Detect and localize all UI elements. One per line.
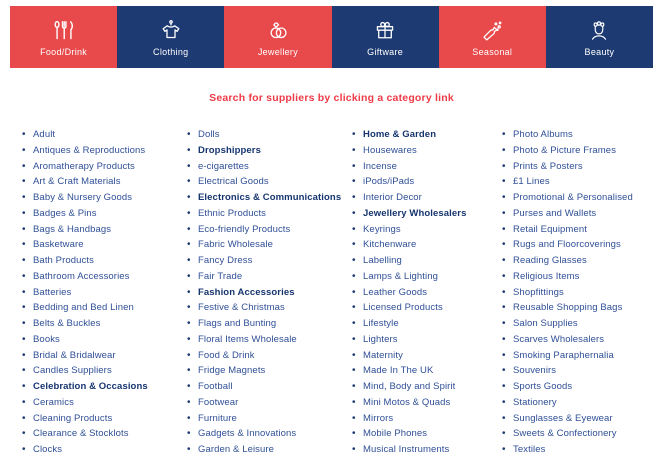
category-link[interactable]: Purses and Wallets <box>513 207 597 219</box>
category-list-item <box>22 266 187 282</box>
category-link[interactable]: Festive & Christmas <box>198 302 285 314</box>
category-list-item <box>352 376 502 392</box>
category-list-item <box>22 250 187 266</box>
category-list-item <box>502 408 655 424</box>
category-list-item <box>502 250 655 266</box>
category-link[interactable]: Cleaning Products <box>33 412 113 424</box>
category-list-item <box>502 376 655 392</box>
category-list-item <box>22 282 187 298</box>
category-link[interactable]: Bridal & Bridalwear <box>33 349 116 361</box>
category-list-item <box>187 282 352 298</box>
category-list-item <box>502 219 655 235</box>
category-list-item <box>22 392 187 408</box>
category-list-item <box>502 187 655 203</box>
category-link[interactable]: Basketware <box>33 239 84 251</box>
category-link[interactable]: Kitchenware <box>363 239 417 251</box>
category-list-item <box>22 203 187 219</box>
category-list-item <box>352 219 502 235</box>
category-link[interactable]: Aromatherapy Products <box>33 160 135 172</box>
category-list-item <box>22 171 187 187</box>
category-link[interactable]: Interior Decor <box>363 192 422 203</box>
category-list-item <box>187 408 352 424</box>
category-link[interactable]: Prints & Posters <box>513 160 583 172</box>
category-link[interactable]: Floral Items Wholesale <box>198 333 297 345</box>
category-list-item <box>187 203 352 219</box>
category-link[interactable]: e-cigarettes <box>198 160 249 172</box>
category-link[interactable]: Mini Motos & Quads <box>363 396 451 408</box>
category-link[interactable]: Celebration & Occasions <box>33 381 148 392</box>
category-link[interactable]: Clocks <box>33 444 63 455</box>
tab-label: Food/Drink <box>40 46 88 57</box>
category-link[interactable]: Electronics & Communications <box>198 192 342 203</box>
category-link[interactable]: Lamps & Lighting <box>363 270 439 282</box>
category-link[interactable]: £1 Lines <box>513 176 550 188</box>
category-link[interactable]: Photo & Picture Frames <box>513 144 617 156</box>
category-link[interactable]: Books <box>33 333 60 345</box>
category-link[interactable]: Jewellery Wholesalers <box>363 207 467 219</box>
category-link[interactable]: Garden & Leisure <box>198 444 275 455</box>
category-link[interactable]: Gadgets & Innovations <box>198 428 297 440</box>
category-link[interactable]: Textiles <box>513 444 546 455</box>
category-list-item <box>22 313 187 329</box>
category-list-item <box>187 250 352 266</box>
category-list-item <box>22 234 187 250</box>
category-link[interactable]: Lifestyle <box>363 318 399 329</box>
category-list-item <box>187 219 352 235</box>
category-list-item <box>352 282 502 298</box>
category-list-item <box>187 329 352 345</box>
category-link[interactable]: Furniture <box>198 412 237 424</box>
tab-label: Seasonal <box>472 46 513 57</box>
tab-seasonal[interactable] <box>439 6 546 68</box>
tab-clothing[interactable] <box>117 6 224 68</box>
category-link[interactable]: Rugs and Floorcoverings <box>513 239 621 251</box>
category-list-item <box>352 187 502 203</box>
page-title: Search for suppliers by clicking a category link <box>209 92 454 104</box>
category-list-item <box>352 392 502 408</box>
category-list-item <box>352 156 502 172</box>
category-link[interactable]: Sunglasses & Eyewear <box>513 412 613 424</box>
category-list-item <box>22 408 187 424</box>
category-list-item <box>502 171 655 187</box>
category-list-item <box>352 313 502 329</box>
category-link[interactable]: Fashion Accessories <box>198 286 295 298</box>
category-link[interactable]: Scarves Wholesalers <box>513 333 605 345</box>
category-list-item <box>502 329 655 345</box>
category-link[interactable]: Labelling <box>363 255 402 266</box>
category-link[interactable]: Dolls <box>198 129 220 140</box>
category-list-item <box>22 345 187 361</box>
category-list-item <box>187 313 352 329</box>
bullet-icon <box>352 439 363 457</box>
category-list-item <box>502 266 655 282</box>
category-link[interactable]: Sweets & Confectionery <box>513 428 617 440</box>
category-link[interactable]: Religious Items <box>513 270 580 282</box>
category-list-item <box>352 140 502 156</box>
category-link[interactable]: Salon Supplies <box>513 318 578 329</box>
category-list-item <box>502 234 655 250</box>
category-list-item <box>502 360 655 376</box>
category-link[interactable]: Bags & Handbags <box>33 223 112 235</box>
category-list-item <box>187 345 352 361</box>
category-link[interactable]: Stationery <box>513 396 557 408</box>
category-list-item <box>22 329 187 345</box>
category-link[interactable]: Dropshippers <box>198 144 261 156</box>
category-list-item <box>502 313 655 329</box>
category-link[interactable]: Adult <box>33 129 56 140</box>
category-link[interactable]: Licensed Products <box>363 302 443 314</box>
bullet-icon <box>502 439 513 457</box>
category-link[interactable]: iPods/iPads <box>363 176 415 188</box>
category-list-item <box>187 392 352 408</box>
category-link[interactable]: Fair Trade <box>198 270 243 282</box>
tab-label: Clothing <box>153 46 189 57</box>
tab-food-drink[interactable] <box>10 6 117 68</box>
category-list-item <box>352 297 502 313</box>
category-link[interactable]: Souvenirs <box>513 365 557 377</box>
bullet-icon <box>22 439 33 457</box>
category-link[interactable]: Reading Glasses <box>513 255 587 266</box>
category-link[interactable]: Electrical Goods <box>198 176 269 188</box>
tab-jewellery[interactable] <box>224 6 331 68</box>
category-link[interactable]: Mind, Body and Spirit <box>363 381 456 392</box>
category-link[interactable]: Incense <box>363 160 397 172</box>
category-list-item <box>22 439 187 455</box>
category-columns <box>0 104 663 455</box>
category-column <box>352 124 502 455</box>
category-link[interactable]: Keyrings <box>363 223 401 235</box>
category-link[interactable]: Housewares <box>363 144 417 156</box>
category-list-item <box>187 171 352 187</box>
category-list-item <box>502 392 655 408</box>
category-list-item <box>502 439 655 455</box>
category-column <box>502 124 655 455</box>
category-link[interactable]: Lighters <box>363 333 398 345</box>
category-list-item <box>352 250 502 266</box>
category-list-item <box>22 187 187 203</box>
category-list-item <box>187 360 352 376</box>
category-link[interactable]: Retail Equipment <box>513 223 587 235</box>
category-list-item <box>502 203 655 219</box>
tab-label: Jewellery <box>257 46 299 57</box>
category-list-item <box>352 329 502 345</box>
category-list-item <box>187 439 352 455</box>
category-list-item <box>502 345 655 361</box>
category-link[interactable]: Flags and Bunting <box>198 318 277 329</box>
category-link[interactable]: Bedding and Bed Linen <box>33 302 134 314</box>
category-list-item <box>187 140 352 156</box>
category-list-item <box>187 124 352 140</box>
category-list-item <box>187 187 352 203</box>
category-link[interactable]: Musical Instruments <box>363 444 450 455</box>
category-link[interactable]: Sports Goods <box>513 381 573 392</box>
category-link[interactable]: Badges & Pins <box>33 207 97 219</box>
category-list-item <box>22 423 187 439</box>
category-list-item <box>352 266 502 282</box>
category-column <box>22 124 187 455</box>
category-link[interactable]: Batteries <box>33 286 72 298</box>
bullet-icon <box>187 439 198 457</box>
tab-label: Beauty <box>584 46 615 57</box>
cutlery-icon <box>51 18 77 44</box>
category-link[interactable]: Clearance & Stocklots <box>33 428 129 440</box>
category-list-item <box>187 156 352 172</box>
category-list-item <box>187 376 352 392</box>
category-link[interactable]: Leather Goods <box>363 286 428 298</box>
category-list-item <box>187 234 352 250</box>
category-list-item <box>22 219 187 235</box>
category-list-item <box>22 156 187 172</box>
category-list-item <box>502 297 655 313</box>
category-link[interactable]: Shopfittings <box>513 286 564 298</box>
tab-giftware[interactable] <box>332 6 439 68</box>
category-link[interactable]: Maternity <box>363 349 403 361</box>
category-link[interactable]: Food & Drink <box>198 349 255 361</box>
category-link[interactable]: Bath Products <box>33 255 94 266</box>
category-list-item <box>352 124 502 140</box>
category-link[interactable]: Eco-friendly Products <box>198 223 291 235</box>
category-list-item <box>352 171 502 187</box>
category-list-item <box>352 234 502 250</box>
category-list-item <box>352 423 502 439</box>
category-list-item <box>352 408 502 424</box>
category-list-item <box>502 423 655 439</box>
category-link[interactable]: Belts & Buckles <box>33 318 101 329</box>
category-list-item <box>22 297 187 313</box>
category-list-item <box>502 140 655 156</box>
category-list-item <box>22 360 187 376</box>
category-link[interactable]: Antiques & Reproductions <box>33 144 146 156</box>
category-link[interactable]: Reusable Shopping Bags <box>513 302 623 314</box>
tab-label: Giftware <box>367 46 404 57</box>
category-list-item <box>352 360 502 376</box>
category-list-item <box>352 439 502 455</box>
category-link[interactable]: Fabric Wholesale <box>198 239 273 251</box>
category-list-item <box>187 266 352 282</box>
category-list-item <box>502 124 655 140</box>
category-list-item <box>22 376 187 392</box>
category-link[interactable]: Fridge Magnets <box>198 365 266 377</box>
category-list-item <box>187 297 352 313</box>
rings-icon <box>265 18 291 44</box>
category-column <box>187 124 352 455</box>
category-tab-bar <box>10 6 653 68</box>
category-link[interactable]: Candles Suppliers <box>33 365 112 377</box>
category-link[interactable]: Football <box>198 381 233 392</box>
category-list-item <box>352 203 502 219</box>
category-link[interactable]: Ethnic Products <box>198 207 267 219</box>
category-link[interactable]: Ceramics <box>33 396 74 408</box>
category-link[interactable]: Baby & Nursery Goods <box>33 192 133 203</box>
category-link[interactable]: Footwear <box>198 396 239 408</box>
category-list-item <box>502 282 655 298</box>
beauty-icon <box>586 18 612 44</box>
category-list-item <box>22 140 187 156</box>
category-link[interactable]: Home & Garden <box>363 129 437 140</box>
category-link[interactable]: Fancy Dress <box>198 255 253 266</box>
champagne-icon <box>479 18 505 44</box>
tab-beauty[interactable] <box>546 6 653 68</box>
category-link[interactable]: Smoking Paraphernalia <box>513 349 614 361</box>
category-link[interactable]: Photo Albums <box>513 129 573 140</box>
category-link[interactable]: Mobile Phones <box>363 428 428 440</box>
category-list-item <box>352 345 502 361</box>
category-list-item <box>22 124 187 140</box>
tshirt-icon <box>158 18 184 44</box>
category-link[interactable]: Made In The UK <box>363 365 434 377</box>
category-list-item <box>187 423 352 439</box>
category-link[interactable]: Bathroom Accessories <box>33 270 130 282</box>
gift-icon <box>372 18 398 44</box>
category-link[interactable]: Art & Craft Materials <box>33 176 121 188</box>
category-list-item <box>502 156 655 172</box>
category-link[interactable]: Mirrors <box>363 412 394 424</box>
category-link[interactable]: Promotional & Personalised <box>513 192 633 203</box>
